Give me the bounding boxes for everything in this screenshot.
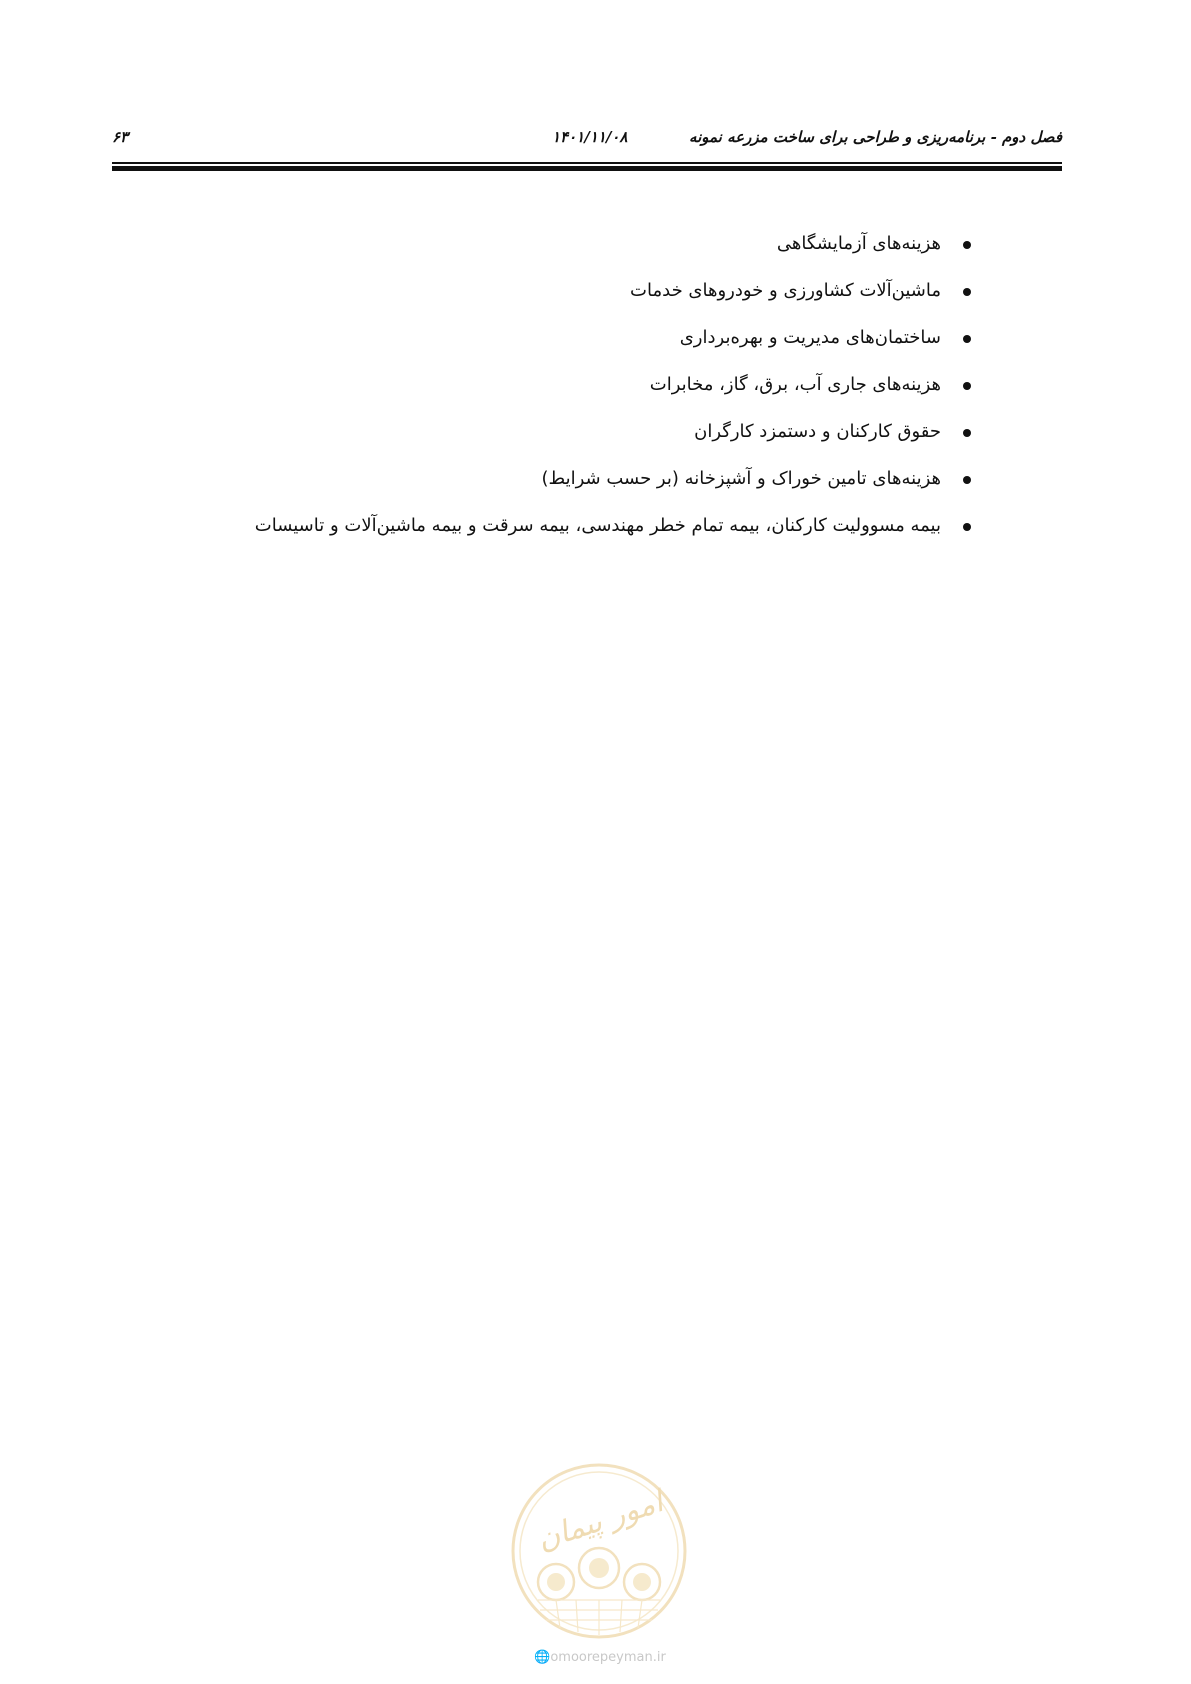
header-rule-thick: [112, 166, 1062, 171]
bullet-icon: [963, 335, 971, 343]
globe-icon: 🌐: [534, 1650, 551, 1665]
list-item: [211, 408, 971, 455]
list-item: [211, 455, 971, 502]
list-item-text: هزینه‌های تامین خوراک و آشپزخانه (بر حسب شرایط): [541, 468, 941, 489]
watermark-url: [515, 1650, 685, 1665]
page-header: [112, 128, 1062, 158]
list-item: [211, 220, 971, 267]
bullet-icon: [963, 429, 971, 437]
list-item: [211, 361, 971, 408]
list-item-text: هزینه‌های آزمایشگاهی: [776, 233, 941, 254]
list-item-text: حقوق کارکنان و دستمزد کارگران: [694, 421, 941, 442]
bullet-icon: [963, 476, 971, 484]
watermark-url-text: omoorepeyman.ir: [550, 1650, 666, 1665]
bullet-icon: [963, 523, 971, 531]
list-item-text: هزینه‌های جاری آب، برق، گاز، مخابرات: [649, 374, 941, 395]
list-item-text: بیمه مسوولیت کارکنان، بیمه تمام خطر مهندسی، بیمه سرقت و بیمه ماشین‌آلات و تاسیسات: [254, 515, 941, 536]
cost-items-list: [211, 220, 971, 549]
list-item: [211, 267, 971, 314]
list-item-text: ساختمان‌های مدیریت و بهره‌برداری: [679, 327, 941, 348]
list-item-text: ماشین‌آلات کشاورزی و خودروهای خدمات: [630, 280, 941, 301]
bullet-icon: [963, 288, 971, 296]
watermark-logo-text: امور پیمان: [532, 1484, 668, 1558]
bullet-icon: [963, 382, 971, 390]
chapter-title: فصل دوم - برنامه‌ریزی و طراحی برای ساخت مزرعه نمونه: [689, 128, 1062, 146]
list-item: [211, 314, 971, 361]
header-rule-thin: [112, 162, 1062, 164]
bullet-icon: [963, 241, 971, 249]
page-number: ۶۳: [112, 128, 129, 146]
list-item: [211, 502, 971, 549]
watermark-logo: [508, 1460, 690, 1642]
header-date: ۱۴۰۱/۱۱/۰۸: [552, 128, 628, 146]
